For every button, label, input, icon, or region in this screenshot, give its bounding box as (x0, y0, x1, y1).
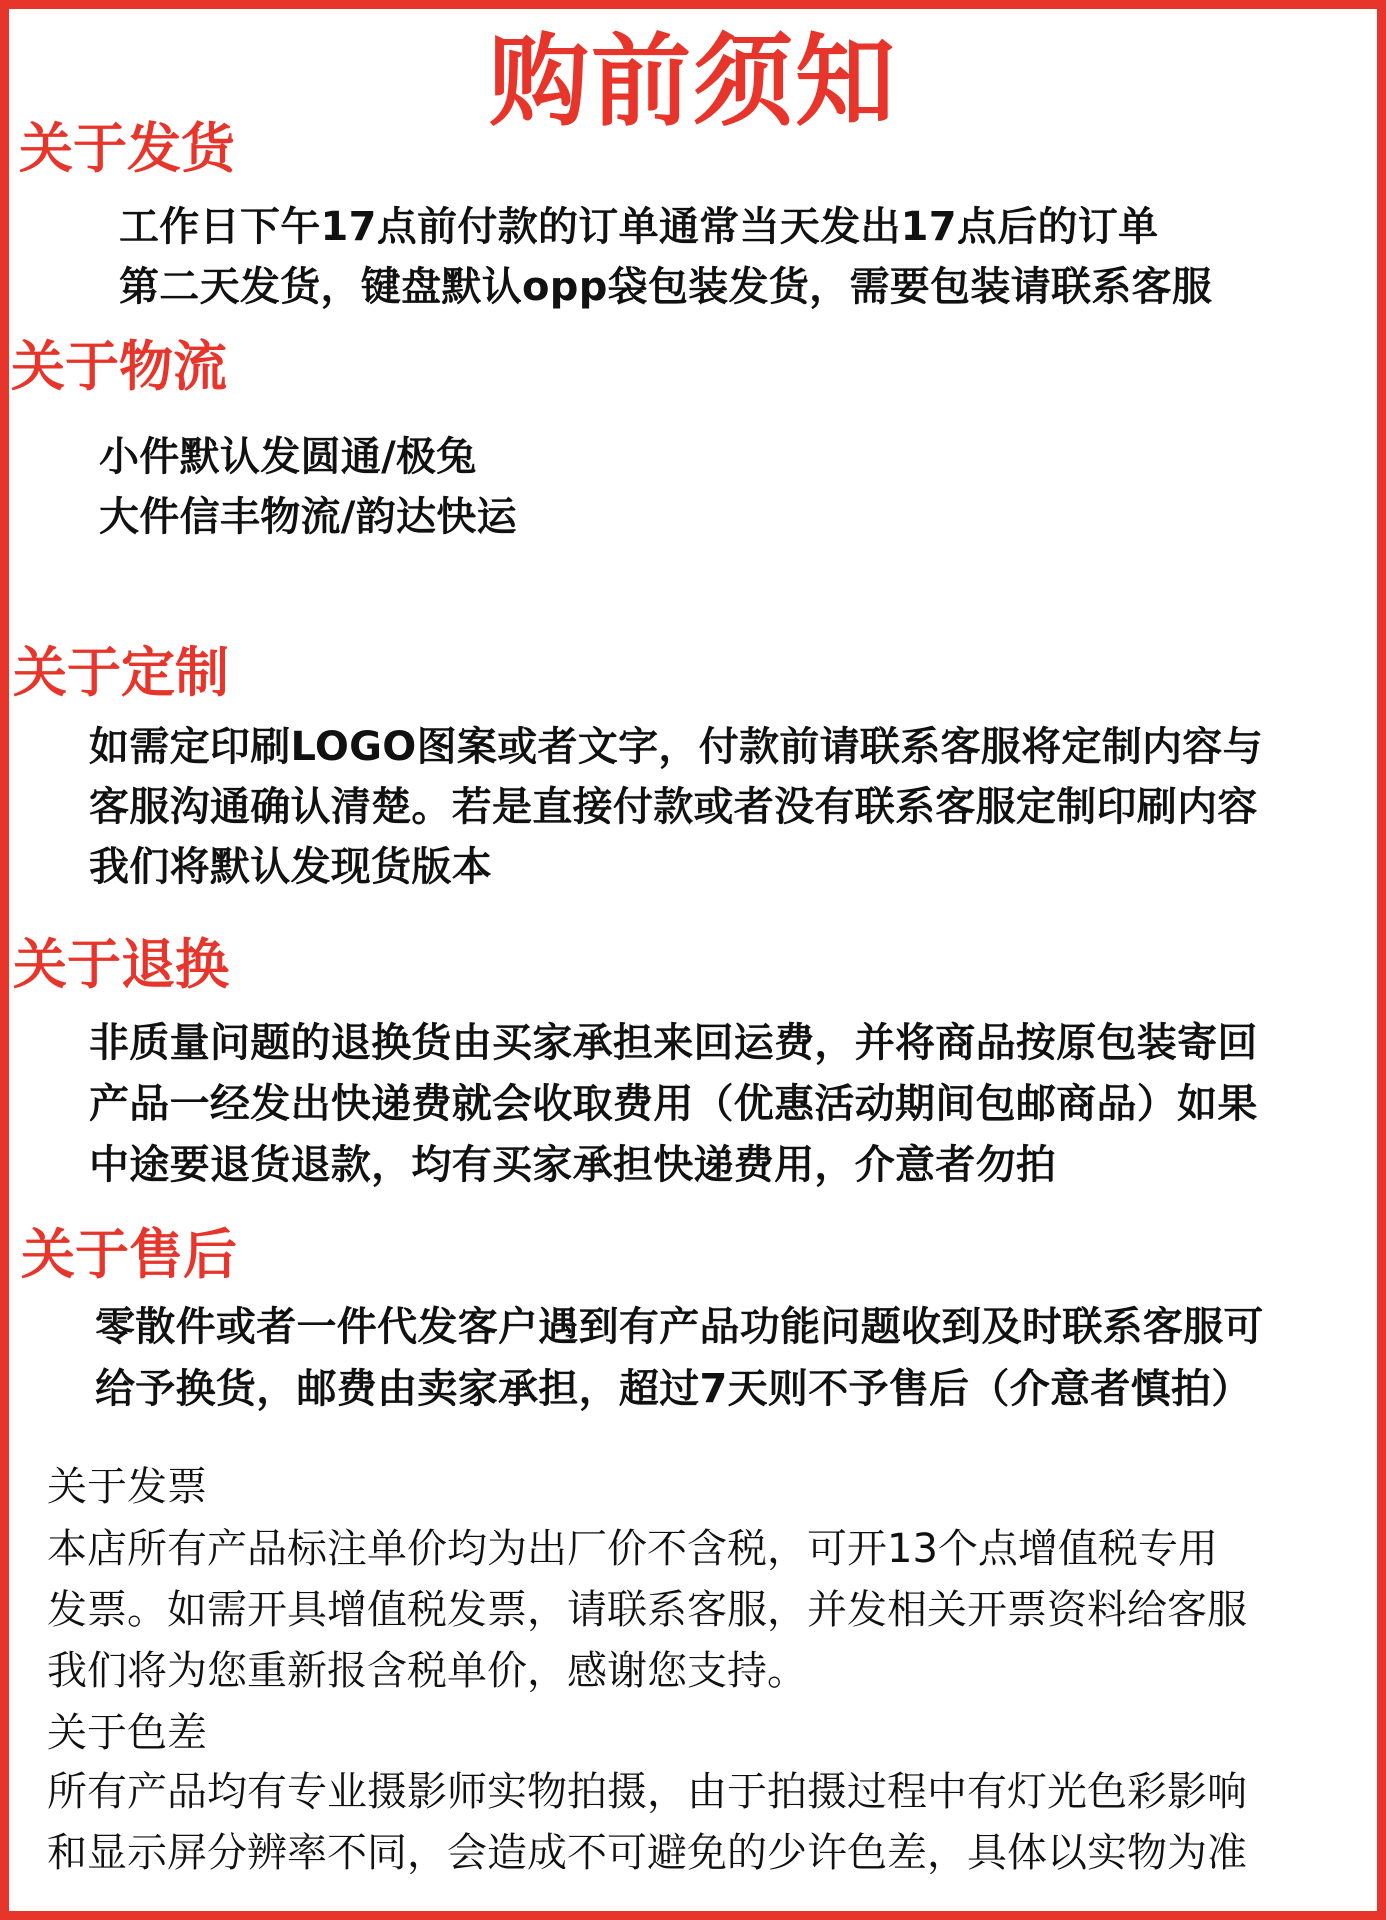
section-line: 所有产品均有专业摄影师实物拍摄，由于拍摄过程中有灯光色彩影响 (47, 1769, 1247, 1815)
section-heading-returns: 关于退换 (13, 933, 229, 996)
section-line: 给予换货，邮费由卖家承担，超过7天则不予售后（介意者慎拍） (95, 1366, 1252, 1412)
section-line: 发票。如需开具增值税发票，请联系客服，并发相关开票资料给客服 (47, 1587, 1247, 1633)
section-heading-invoice: 关于发票 (47, 1464, 207, 1510)
section-line: 我们将为您重新报含税单价，感谢您支持。 (47, 1648, 807, 1694)
section-line: 客服沟通确认清楚。若是直接付款或者没有联系客服定制印刷内容 (89, 784, 1258, 830)
section-line: 小件默认发圆通/极兔 (99, 434, 477, 480)
section-heading-after-sales: 关于售后 (21, 1223, 237, 1286)
section-line: 工作日下午17点前付款的订单通常当天发出17点后的订单 (119, 204, 1159, 250)
section-line: 第二天发货，键盘默认opp袋包装发货，需要包装请联系客服 (119, 264, 1213, 310)
section-heading-color-difference: 关于色差 (47, 1710, 207, 1756)
section-line: 大件信丰物流/韵达快运 (99, 494, 517, 540)
section-heading-logistics: 关于物流 (11, 335, 227, 398)
section-heading-shipping: 关于发货 (19, 117, 235, 180)
section-line: 本店所有产品标注单价均为出厂价不含税，可开13个点增值税专用 (47, 1526, 1218, 1572)
page-title: 购前须知 (489, 23, 897, 140)
section-line: 零散件或者一件代发客户遇到有产品功能问题收到及时联系客服可 (95, 1304, 1264, 1350)
section-line: 我们将默认发现货版本 (89, 844, 492, 890)
section-line: 非质量问题的退换货由买家承担来回运费，并将商品按原包装寄回 (89, 1020, 1258, 1066)
section-heading-customization: 关于定制 (13, 641, 229, 704)
section-line: 如需定印刷LOGO图案或者文字，付款前请联系客服将定制内容与 (89, 724, 1263, 770)
section-line: 和显示屏分辨率不同，会造成不可避免的少许色差，具体以实物为准 (47, 1830, 1247, 1876)
section-line: 中途要退货退款，均有买家承担快递费用，介意者勿拍 (89, 1142, 1057, 1188)
section-line: 产品一经发出快递费就会收取费用（优惠活动期间包邮商品）如果 (89, 1081, 1258, 1127)
